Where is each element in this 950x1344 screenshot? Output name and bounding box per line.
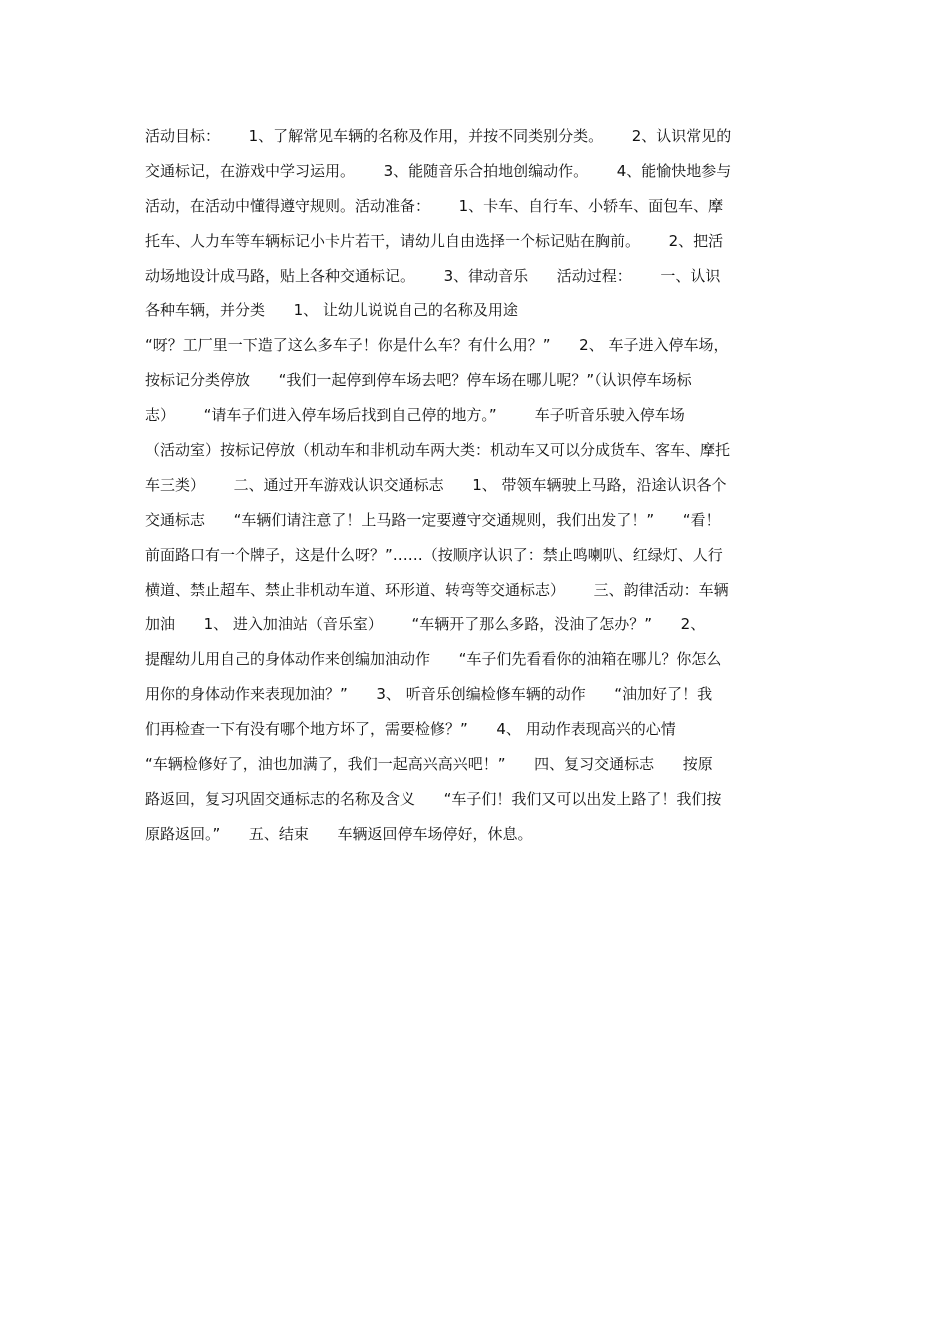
text-line: “呀？工厂里一下造了这么多车子！你是什么车？有什么用？” 2、 车子进入停车场，: [145, 336, 729, 355]
text-line: 们再检查一下有没有哪个地方坏了，需要检修？” 4、 用动作表现高兴的心情: [145, 720, 676, 739]
activity-plan-text: [145, 119, 810, 852]
text-line: 原路返回。” 五、结束 车辆返回停车场停好，休息。: [145, 824, 533, 843]
text-line: “车辆检修好了，油也加满了，我们一起高兴高兴吧！” 四、复习交通标志 按原: [145, 755, 713, 774]
text-line: 活动目标： 1、了解常见车辆的名称及作用，并按不同类别分类。 2、认识常见的: [145, 127, 732, 145]
text-line: 车三类） 二、通过开车游戏认识交通标志 1、 带领车辆驶上马路，沿途认识各个: [145, 475, 727, 494]
text-line: 路返回，复习巩固交通标志的名称及含义 “车子们！我们又可以出发上路了！我们按: [145, 789, 722, 808]
text-line: 横道、禁止超车、禁止非机动车道、环形道、转弯等交通标志） 三、韵律活动：车辆: [145, 580, 729, 599]
text-line: 托车、人力车等车辆标记小卡片若干，请幼儿自由选择一个标记贴在胸前。 2、把活: [145, 231, 724, 250]
text-line: 活动，在活动中懂得遵守规则。活动准备： 1、卡车、自行车、小轿车、面包车、摩: [145, 196, 724, 215]
text-line: 加油 1、 进入加油站（音乐室） “车辆开了那么多路，没油了怎办？” 2、: [145, 615, 706, 634]
text-line: 用你的身体动作来表现加油？” 3、 听音乐创编检修车辆的动作 “油加好了！我: [145, 685, 713, 704]
text-line: 按标记分类停放 “我们一起停到停车场去吧？停车场在哪儿呢？”（认识停车场标: [145, 371, 692, 390]
text-line: 志） “请车子们进入停车场后找到自己停的地方。” 车子听音乐驶入停车场: [145, 406, 685, 425]
text-line: 交通标记，在游戏中学习运用。 3、能随音乐合拍地创编动作。 4、能愉快地参与: [145, 161, 732, 180]
text-line: （活动室）按标记停放（机动车和非机动车两大类：机动车又可以分成货车、客车、摩托: [145, 441, 731, 460]
text-line: 动场地设计成马路，贴上各种交通标记。 3、律动音乐 活动过程： 一、认识: [145, 266, 721, 285]
text-line: 提醒幼儿用自己的身体动作来创编加油动作 “车子们先看看你的油箱在哪儿？你怎么: [145, 650, 722, 669]
text-line: 各种车辆，并分类 1、 让幼儿说说自己的名称及用途: [145, 301, 518, 320]
text-line: 前面路口有一个牌子，这是什么呀？”……（按顺序认识了：禁止鸣喇叭、红绿灯、人行: [145, 545, 723, 564]
text-line: 交通标志 “车辆们请注意了！上马路一定要遵守交通规则，我们出发了！” “看！: [145, 510, 721, 529]
